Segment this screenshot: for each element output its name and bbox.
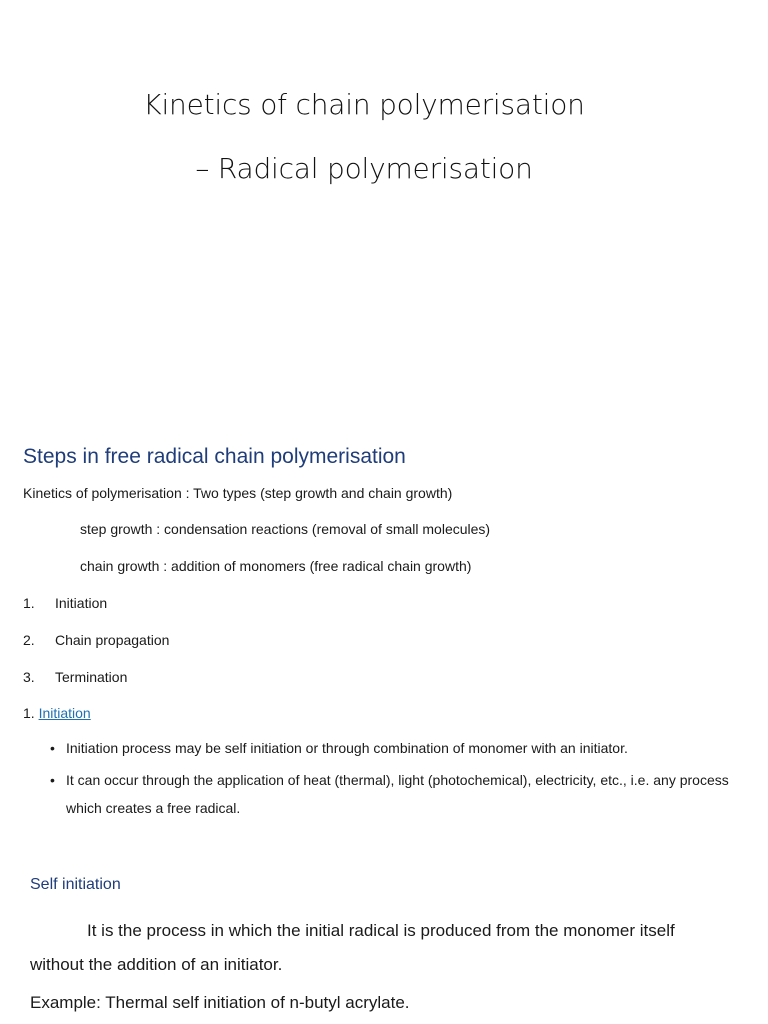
list-item bbox=[23, 669, 127, 685]
bullet-icon: • bbox=[50, 740, 55, 756]
initiation-number: 1. bbox=[23, 705, 35, 721]
list-item-number: 2. bbox=[23, 632, 35, 648]
initiation-heading bbox=[23, 705, 91, 721]
bullet-icon: • bbox=[50, 772, 55, 788]
chain-growth-line: chain growth : addition of monomers (free radical chain growth) bbox=[80, 558, 472, 574]
list-item bbox=[23, 595, 107, 611]
bullet-item bbox=[50, 734, 730, 762]
kinetics-intro: Kinetics of polymerisation : Two types (step growth and chain growth) bbox=[23, 485, 453, 501]
step-growth-line: step growth : condensation reactions (removal of small molecules) bbox=[80, 521, 491, 537]
bullet-text: Initiation process may be self initiation or through combination of monomer with an initiator. bbox=[66, 740, 628, 756]
list-item-label: Chain propagation bbox=[55, 632, 170, 648]
title-line-2: – Radical polymerisation bbox=[195, 152, 533, 185]
list-item-label: Initiation bbox=[55, 595, 108, 611]
bullet-text: It can occur through the application of heat (thermal), light (photochemical), electricity, etc., i.e. any process which creates a free radical. bbox=[66, 772, 729, 816]
self-initiation-paragraph bbox=[30, 914, 710, 982]
list-item bbox=[23, 632, 169, 648]
list-item-number: 3. bbox=[23, 669, 35, 685]
initiation-link[interactable]: Initiation bbox=[38, 705, 91, 721]
section-heading: Steps in free radical chain polymerisation bbox=[23, 445, 406, 468]
self-initiation-heading: Self initiation bbox=[30, 876, 121, 893]
example-line: Example: Thermal self initiation of n-butyl acrylate. bbox=[30, 993, 410, 1012]
list-item-label: Termination bbox=[55, 669, 128, 685]
title-line-1: Kinetics of chain polymerisation bbox=[143, 88, 585, 121]
self-initiation-text: It is the process in which the initial radical is produced from the monomer itself without the addition of an initiator. bbox=[30, 921, 675, 974]
list-item-number: 1. bbox=[23, 595, 35, 611]
bullet-item bbox=[50, 766, 730, 822]
